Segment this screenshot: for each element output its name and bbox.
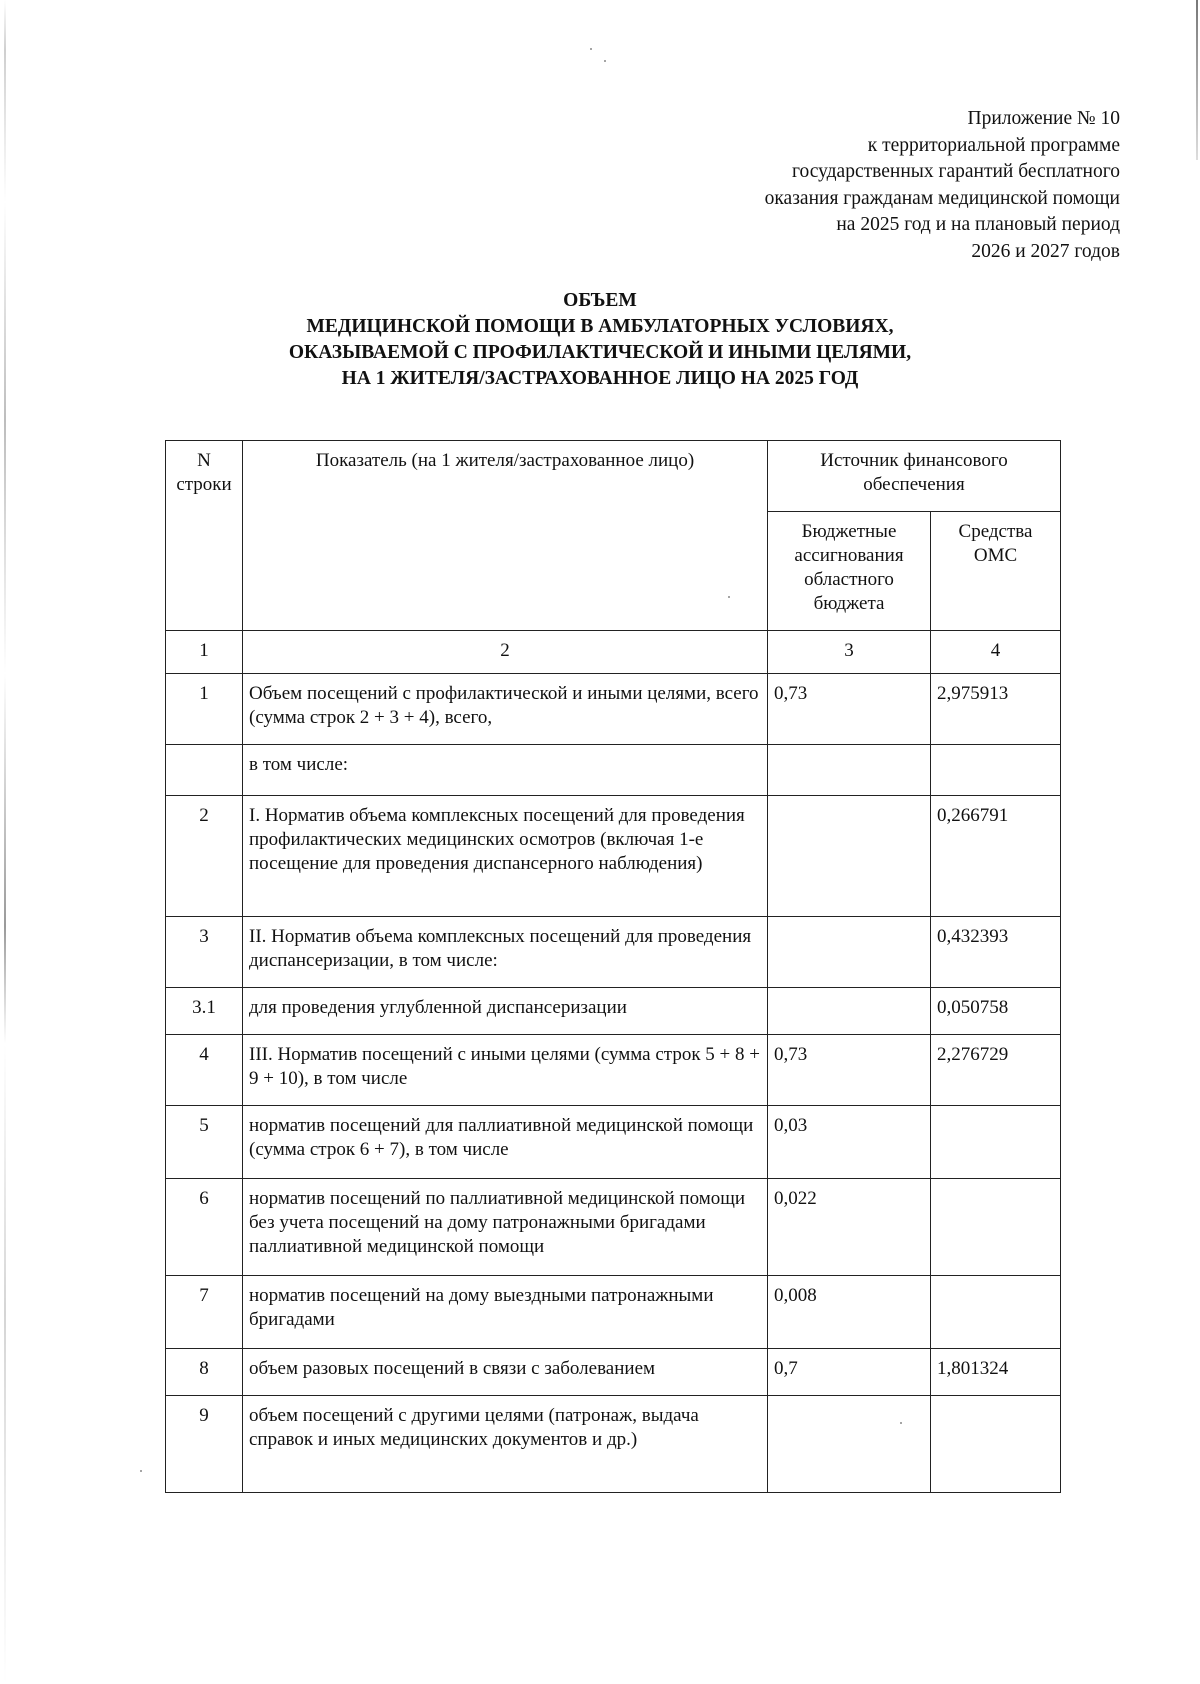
- table-row: [166, 1179, 1061, 1276]
- appendix-line: 2026 и 2027 годов: [971, 240, 1120, 262]
- row-budget-value: [768, 988, 931, 1035]
- column-number: 4: [931, 631, 1061, 674]
- table-row: [166, 745, 1061, 796]
- row-budget-value: 0,73: [768, 674, 931, 745]
- row-label: объем разовых посещений в связи с заболеванием: [243, 1349, 768, 1396]
- column-number: 1: [166, 631, 243, 674]
- row-oms-value: 0,266791: [931, 796, 1061, 917]
- volume-table: [165, 440, 1061, 1493]
- row-number: 9: [166, 1396, 243, 1493]
- table-row: [166, 1035, 1061, 1106]
- row-oms-value: 0,432393: [931, 917, 1061, 988]
- scan-speck: [590, 48, 592, 50]
- row-number: 6: [166, 1179, 243, 1276]
- row-label: норматив посещений по паллиативной медицинской помощи без учета посещений на дому патронажными бригадами паллиативной медицинской помощи: [243, 1179, 768, 1276]
- scan-speck: [140, 1470, 142, 1472]
- title-line: НА 1 ЖИТЕЛЯ/ЗАСТРАХОВАННОЕ ЛИЦО НА 2025 ГОД: [341, 368, 859, 389]
- appendix-line: Приложение № 10: [967, 108, 1120, 129]
- row-label: II. Норматив объема комплексных посещений для проведения диспансеризации, в том числе:: [243, 917, 768, 988]
- header-indicator: Показатель (на 1 жителя/застрахованное лицо): [243, 441, 768, 631]
- row-budget-value: 0,008: [768, 1276, 931, 1349]
- row-budget-value: 0,03: [768, 1106, 931, 1179]
- table-row: [166, 1276, 1061, 1349]
- row-oms-value: [931, 1276, 1061, 1349]
- row-label: норматив посещений для паллиативной медицинской помощи (сумма строк 6 + 7), в том числе: [243, 1106, 768, 1179]
- row-budget-value: 0,7: [768, 1349, 931, 1396]
- row-number: 8: [166, 1349, 243, 1396]
- row-oms-value: [931, 1396, 1061, 1493]
- row-label: для проведения углубленной диспансеризации: [243, 988, 768, 1035]
- scan-edge-left: [4, 0, 6, 1684]
- title-line: МЕДИЦИНСКОЙ ПОМОЩИ В АМБУЛАТОРНЫХ УСЛОВИЯХ,: [306, 316, 894, 337]
- table-row: [166, 917, 1061, 988]
- scan-edge-right: [1196, 0, 1198, 160]
- row-label: III. Норматив посещений с иными целями (сумма строк 5 + 8 + 9 + 10), в том числе: [243, 1035, 768, 1106]
- document-title: [0, 288, 1200, 392]
- row-number: 3: [166, 917, 243, 988]
- row-label: объем посещений с другими целями (патронаж, выдача справок и иных медицинских документов и др.): [243, 1396, 768, 1493]
- row-number: 1: [166, 674, 243, 745]
- header-row-number: N строки: [166, 441, 243, 631]
- row-label: норматив посещений на дому выездными патронажными бригадами: [243, 1276, 768, 1349]
- appendix-header: [765, 106, 1120, 265]
- appendix-line: к территориальной программе: [867, 134, 1120, 156]
- header-funding-source: Источник финансового обеспечения: [768, 441, 1061, 512]
- row-oms-value: [931, 1179, 1061, 1276]
- column-number: 2: [243, 631, 768, 674]
- row-oms-value: [931, 745, 1061, 796]
- scan-speck: [604, 60, 606, 62]
- row-budget-value: [768, 1396, 931, 1493]
- title-line: ОБЪЕМ: [563, 290, 637, 311]
- row-number: 4: [166, 1035, 243, 1106]
- row-number: 7: [166, 1276, 243, 1349]
- table-row: [166, 796, 1061, 917]
- row-oms-value: 1,801324: [931, 1349, 1061, 1396]
- row-oms-value: [931, 1106, 1061, 1179]
- header-budget: Бюджетные ассигнования областного бюджета: [768, 512, 931, 631]
- row-label: в том числе:: [243, 745, 768, 796]
- row-budget-value: [768, 745, 931, 796]
- row-number: [166, 745, 243, 796]
- header-row: [166, 441, 1061, 512]
- row-budget-value: 0,022: [768, 1179, 931, 1276]
- title-line: ОКАЗЫВАЕМОЙ С ПРОФИЛАКТИЧЕСКОЙ И ИНЫМИ ЦЕЛЯМИ,: [288, 342, 912, 363]
- table-row: [166, 988, 1061, 1035]
- table-row: [166, 674, 1061, 745]
- table-row: [166, 1349, 1061, 1396]
- appendix-line: государственных гарантий бесплатного: [791, 161, 1120, 182]
- row-label: I. Норматив объема комплексных посещений для проведения профилактических медицинских осмотров (включая 1-е посещение для проведения диспансерного наблюдения): [243, 796, 768, 917]
- row-budget-value: [768, 796, 931, 917]
- row-number: 5: [166, 1106, 243, 1179]
- header-oms: Средства ОМС: [931, 512, 1061, 631]
- column-number-row: [166, 631, 1061, 674]
- row-budget-value: [768, 917, 931, 988]
- appendix-line: на 2025 год и на плановый период: [836, 214, 1120, 235]
- table-row: [166, 1106, 1061, 1179]
- row-oms-value: 0,050758: [931, 988, 1061, 1035]
- row-number: 2: [166, 796, 243, 917]
- row-number: 3.1: [166, 988, 243, 1035]
- table-row: [166, 1396, 1061, 1493]
- column-number: 3: [768, 631, 931, 674]
- row-oms-value: 2,276729: [931, 1035, 1061, 1106]
- row-label: Объем посещений с профилактической и иными целями, всего (сумма строк 2 + 3 + 4), всего,: [243, 674, 768, 745]
- row-oms-value: 2,975913: [931, 674, 1061, 745]
- row-budget-value: 0,73: [768, 1035, 931, 1106]
- appendix-line: оказания гражданам медицинской помощи: [764, 187, 1120, 209]
